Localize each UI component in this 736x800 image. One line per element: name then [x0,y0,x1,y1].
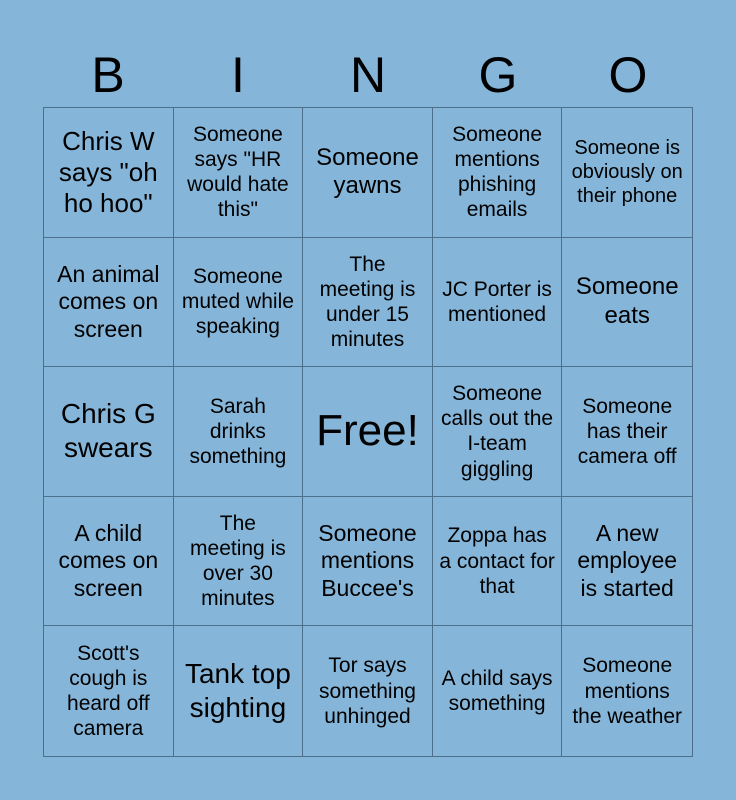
bingo-cell[interactable]: Someone yawns [303,108,433,238]
bingo-cell[interactable]: Someone is obviously on their phone [562,108,692,238]
header-letter-b: B [91,47,125,103]
bingo-cell[interactable]: Scott's cough is heard off camera [44,626,174,756]
bingo-cell[interactable]: A child says something [433,626,563,756]
bingo-cell[interactable]: A child comes on screen [44,497,174,627]
bingo-cell[interactable]: Someone muted while speaking [174,238,304,368]
free-space-cell[interactable]: Free! [303,367,433,497]
bingo-cell[interactable]: Tor says something unhinged [303,626,433,756]
bingo-cell[interactable]: Chris G swears [44,367,174,497]
bingo-cell[interactable]: JC Porter is mentioned [433,238,563,368]
header-letter-n: N [349,47,387,103]
bingo-cell[interactable]: Someone says "HR would hate this" [174,108,304,238]
header-letter-o: O [608,47,648,103]
bingo-cell[interactable]: Tank top sighting [174,626,304,756]
header-letter-g: G [478,47,518,103]
bingo-cell[interactable]: Someone mentions Buccee's [303,497,433,627]
bingo-cell[interactable]: The meeting is under 15 minutes [303,238,433,368]
bingo-cell[interactable]: Someone mentions the weather [572,654,683,728]
bingo-cell[interactable]: Sarah drinks something [174,367,304,497]
header-letter-i: I [231,47,245,103]
bingo-header [43,44,693,106]
bingo-cell[interactable]: Zoppa has a contact for that [433,497,563,627]
bingo-cell[interactable]: An animal comes on screen [44,238,174,368]
bingo-cell[interactable]: Someone eats [562,238,692,368]
bingo-cell[interactable]: A new employee is started [562,497,692,627]
bingo-cell[interactable]: Chris W says "oh ho hoo" [44,108,174,238]
bingo-cell[interactable]: Someone calls out the I-team giggling [433,367,563,497]
bingo-cell[interactable]: Someone mentions phishing emails [433,108,563,238]
bingo-cell[interactable]: The meeting is over 30 minutes [174,497,304,627]
bingo-cell[interactable]: Someone has their camera off [562,367,692,497]
bingo-board [43,107,693,757]
